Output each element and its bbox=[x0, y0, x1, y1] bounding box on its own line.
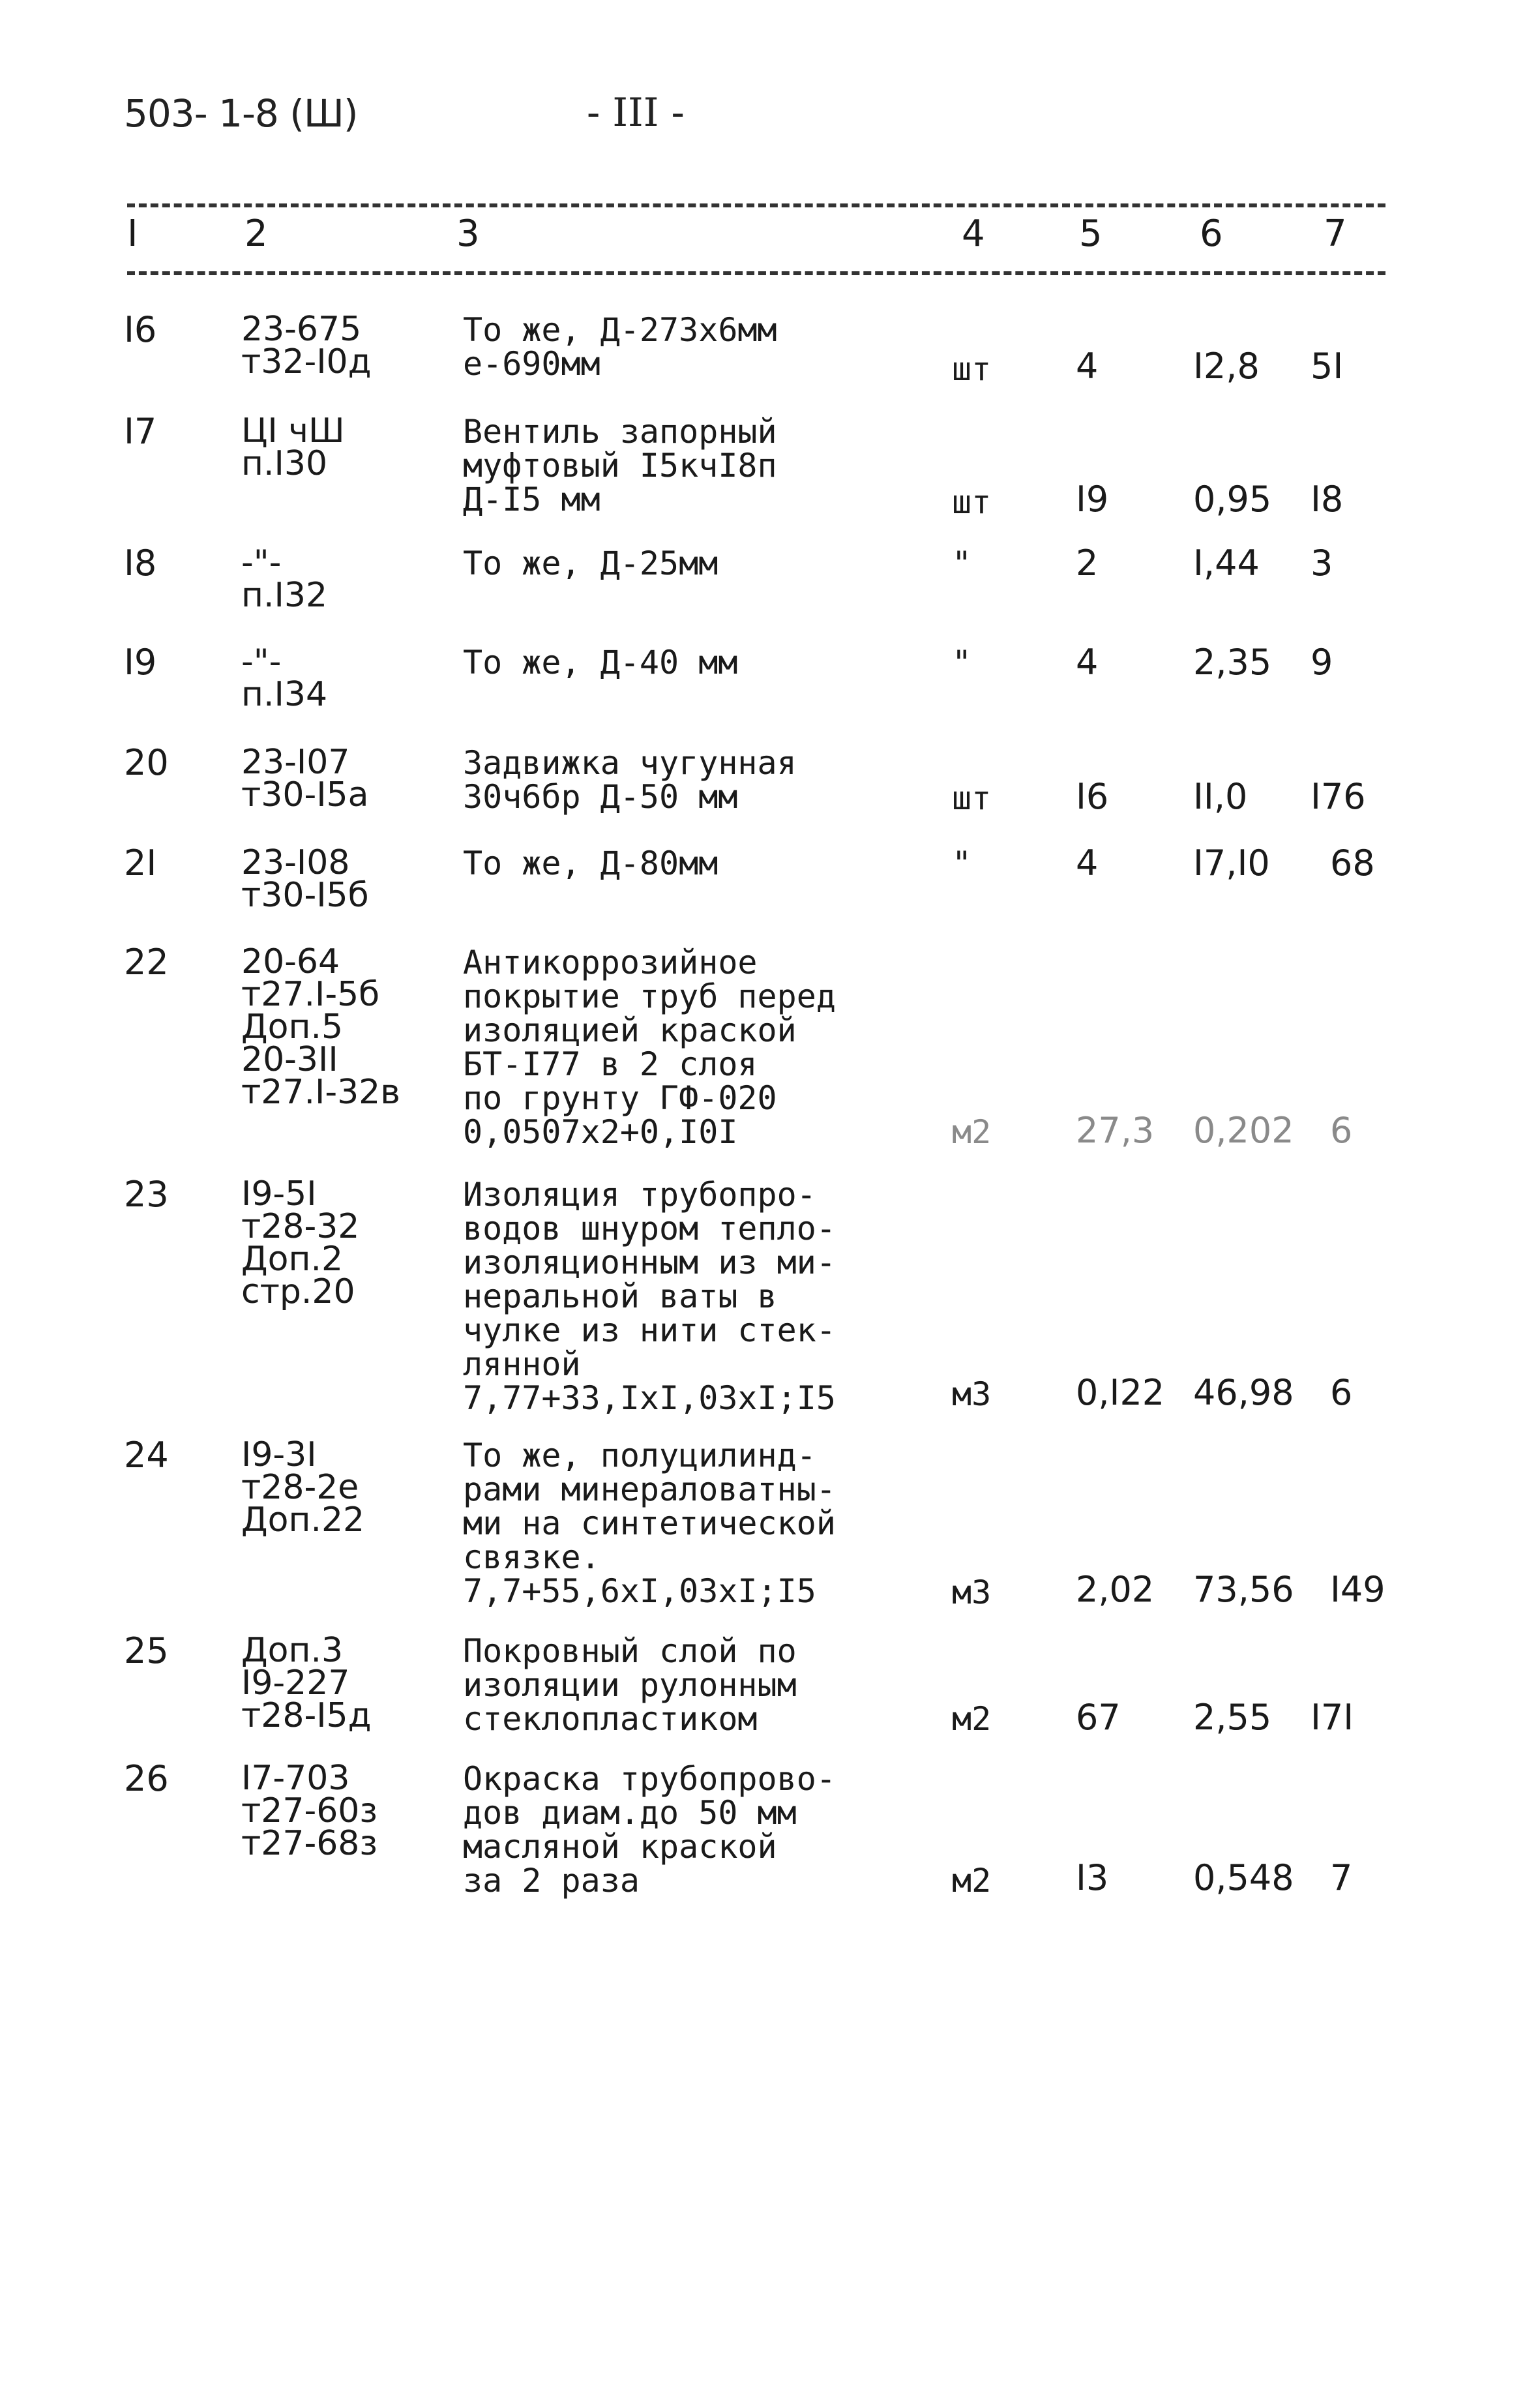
row-unit-price: 0,95 bbox=[1193, 479, 1272, 520]
row-total: 7 bbox=[1330, 1857, 1353, 1898]
row-unit-price: I2,8 bbox=[1193, 346, 1260, 387]
row-total: I7I bbox=[1310, 1697, 1354, 1738]
header-divider-bottom bbox=[127, 271, 1385, 275]
row-unit: м3 bbox=[952, 1375, 992, 1413]
row-description: То же, полуцилинд- рами минераловатны- ми на синтетической связке. 7,7+55,6хI,03хI;I5 bbox=[463, 1437, 836, 1610]
row-number: 24 bbox=[124, 1435, 169, 1476]
row-description: Вентиль запорный муфтовый I5кчI8п Д-I5 мм bbox=[463, 413, 777, 518]
row-unit-price: 2,55 bbox=[1193, 1697, 1272, 1738]
row-unit: шт bbox=[952, 483, 992, 521]
row-unit-price: 0,202 bbox=[1193, 1110, 1294, 1151]
row-reference: I9-3I т28-2е Доп.22 bbox=[241, 1435, 365, 1540]
row-unit-price: I7,I0 bbox=[1193, 843, 1270, 884]
row-number: 20 bbox=[124, 742, 169, 783]
column-header-5: 5 bbox=[1079, 213, 1103, 255]
row-unit-price: II,0 bbox=[1193, 776, 1248, 817]
row-unit-price: I,44 bbox=[1193, 543, 1260, 584]
row-number: 26 bbox=[124, 1758, 169, 1799]
row-total: 6 bbox=[1330, 1110, 1353, 1151]
row-quantity: 27,3 bbox=[1076, 1110, 1155, 1151]
row-unit: м3 bbox=[952, 1574, 992, 1611]
row-description: Изоляция трубопро- водов шнуром тепло- изоляционным из ми- неральной ваты в чулке из нити стек- лянной 7,77+33,IхI,03хI;I5 bbox=[463, 1176, 836, 1417]
row-number: I8 bbox=[124, 543, 157, 584]
row-description: Задвижка чугунная 30ч6бр Д-50 мм bbox=[463, 744, 797, 816]
row-unit: " bbox=[952, 644, 972, 681]
row-total: I76 bbox=[1310, 776, 1366, 817]
row-total: I49 bbox=[1330, 1569, 1385, 1610]
row-quantity: I3 bbox=[1076, 1857, 1109, 1898]
row-description: То же, Д-80мм bbox=[463, 844, 718, 882]
row-description: То же, Д-273х6мм е-690мм bbox=[463, 311, 777, 383]
row-total: 5I bbox=[1310, 346, 1344, 387]
column-header-3: 3 bbox=[456, 213, 480, 255]
row-total: 3 bbox=[1310, 543, 1333, 584]
row-reference: 23-I08 т30-I5б bbox=[241, 843, 369, 915]
row-unit: " bbox=[952, 844, 972, 882]
row-reference: 23-675 т32-I0д bbox=[241, 310, 372, 381]
document-code: 503- 1-8 (Ш) bbox=[124, 91, 358, 136]
row-quantity: I9 bbox=[1076, 479, 1109, 520]
row-number: I9 bbox=[124, 642, 157, 683]
row-unit-price: 46,98 bbox=[1193, 1372, 1294, 1413]
row-reference: 20-64 т27.I-5б Доп.5 20-3II т27.I-32в bbox=[241, 942, 400, 1112]
row-description: Окраска трубопрово- дов диам.до 50 мм масляной краской за 2 раза bbox=[463, 1760, 836, 1900]
column-header-7: 7 bbox=[1324, 213, 1347, 255]
row-number: I6 bbox=[124, 309, 157, 350]
row-unit: м2 bbox=[952, 1113, 992, 1151]
page-number: - III - bbox=[587, 90, 685, 136]
column-header-6: 6 bbox=[1200, 213, 1223, 255]
row-unit: м2 bbox=[952, 1700, 992, 1738]
row-quantity: 67 bbox=[1076, 1697, 1121, 1738]
row-unit-price: 0,548 bbox=[1193, 1857, 1294, 1898]
row-reference: -"- п.I32 bbox=[241, 543, 328, 615]
row-quantity: 0,I22 bbox=[1076, 1372, 1165, 1413]
row-total: 68 bbox=[1330, 843, 1375, 884]
row-description: То же, Д-25мм bbox=[463, 545, 718, 582]
row-unit-price: 73,56 bbox=[1193, 1569, 1294, 1610]
row-quantity: 2 bbox=[1076, 543, 1099, 584]
row-reference: I7-703 т27-60з т27-68з bbox=[241, 1759, 378, 1863]
row-number: 23 bbox=[124, 1174, 169, 1215]
row-unit: шт bbox=[952, 779, 992, 817]
row-quantity: 2,02 bbox=[1076, 1569, 1155, 1610]
row-total: 9 bbox=[1310, 642, 1333, 683]
column-header-4: 4 bbox=[962, 213, 985, 255]
row-total: I8 bbox=[1310, 479, 1344, 520]
row-reference: 23-I07 т30-I5а bbox=[241, 743, 369, 814]
row-quantity: 4 bbox=[1076, 642, 1099, 683]
row-unit: м2 bbox=[952, 1862, 992, 1900]
row-unit-price: 2,35 bbox=[1193, 642, 1272, 683]
header-divider-top bbox=[127, 203, 1385, 207]
row-reference: -"- п.I34 bbox=[241, 642, 328, 714]
row-reference: Доп.3 I9-227 т28-I5д bbox=[241, 1631, 372, 1735]
row-description: То же, Д-40 мм bbox=[463, 644, 738, 681]
row-quantity: 4 bbox=[1076, 843, 1099, 884]
row-description: Покровный слой по изоляции рулонным стеклопластиком bbox=[463, 1632, 797, 1738]
row-total: 6 bbox=[1330, 1372, 1353, 1413]
row-number: 22 bbox=[124, 942, 169, 983]
column-header-2: 2 bbox=[244, 213, 268, 255]
row-reference: I9-5I т28-32 Доп.2 стр.20 bbox=[241, 1174, 360, 1311]
row-number: 25 bbox=[124, 1630, 169, 1671]
row-number: 2I bbox=[124, 843, 157, 884]
row-quantity: 4 bbox=[1076, 346, 1099, 387]
row-number: I7 bbox=[124, 411, 157, 452]
row-reference: ЦI чШ п.I30 bbox=[241, 411, 345, 483]
row-unit: " bbox=[952, 545, 972, 582]
row-description: Антикоррозийное покрытие труб перед изоляцией краской БТ-I77 в 2 слоя по грунту ГФ-020 0,0507х2+0,I0I bbox=[463, 944, 836, 1151]
row-unit: шт bbox=[952, 350, 992, 388]
column-header-1: I bbox=[127, 213, 138, 255]
row-quantity: I6 bbox=[1076, 776, 1109, 817]
